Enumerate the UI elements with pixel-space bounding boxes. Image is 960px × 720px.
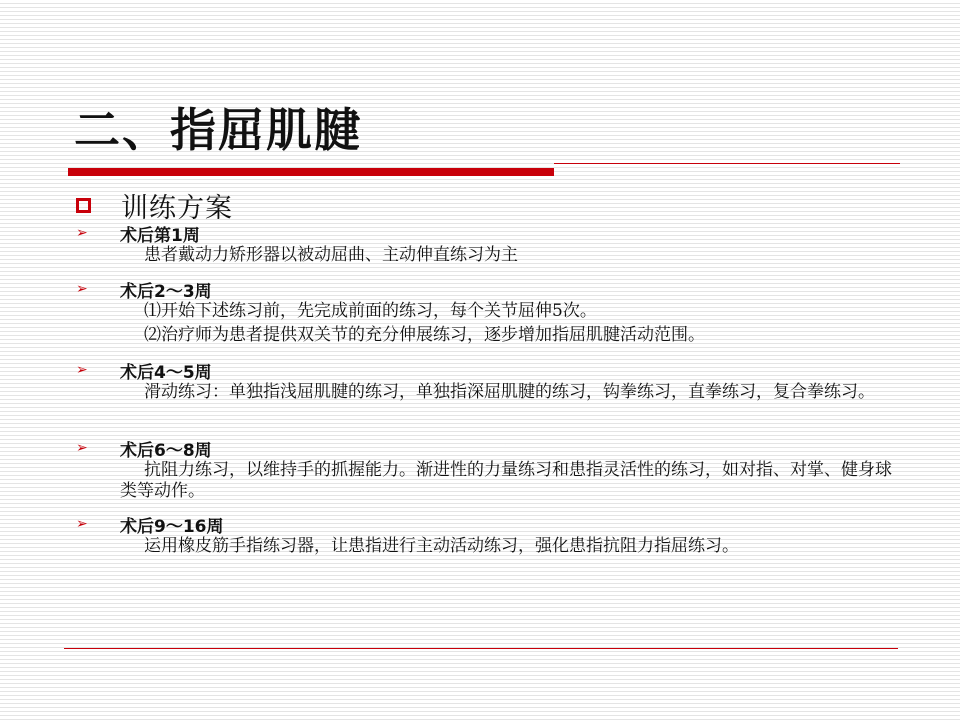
stage-text: ⑵治疗师为患者提供双关节的充分伸展练习，逐步增加指屈肌腱活动范围。 xyxy=(144,325,705,345)
stage-week-2-3 xyxy=(76,277,900,346)
arrow-bullet-icon: ➢ xyxy=(76,362,88,378)
stage-week-6-8 xyxy=(76,436,900,502)
stage-label: 术后4～5周 xyxy=(120,362,212,383)
arrow-bullet-icon: ➢ xyxy=(76,516,88,532)
stage-week-4-5 xyxy=(76,358,900,403)
stage-text: 抗阻力练习，以维持手的抓握能力。渐进性的力量练习和患指灵活性的练习，如对指、对掌、健身球类等动作。 xyxy=(120,460,892,501)
arrow-bullet-icon: ➢ xyxy=(76,225,88,241)
title-underline-thick xyxy=(68,168,554,176)
section-heading xyxy=(74,186,233,225)
stage-week-1 xyxy=(76,221,900,266)
stage-text: 患者戴动力矫形器以被动屈曲、主动伸直练习为主 xyxy=(144,245,518,265)
arrow-bullet-icon: ➢ xyxy=(76,281,88,297)
stage-text: 运用橡皮筋手指练习器，让患指进行主动活动练习，强化患指抗阻力指屈练习。 xyxy=(144,536,739,556)
square-bullet-icon xyxy=(76,198,91,213)
section-title: 训练方案 xyxy=(121,193,233,224)
slide-title: 二、指屈肌腱 xyxy=(74,103,362,157)
stage-label: 术后第1周 xyxy=(120,225,200,246)
arrow-bullet-icon: ➢ xyxy=(76,440,88,456)
stage-text: 滑动练习：单独指浅屈肌腱的练习，单独指深屈肌腱的练习，钩拳练习，直拳练习，复合拳练习。 xyxy=(144,382,875,402)
stage-label: 术后9～16周 xyxy=(120,516,224,537)
title-underline-thin xyxy=(554,163,900,164)
stage-label: 术后2～3周 xyxy=(120,281,212,302)
stage-text: ⑴开始下述练习前，先完成前面的练习，每个关节屈伸5次。 xyxy=(144,301,597,321)
footer-rule xyxy=(64,648,898,649)
stage-label: 术后6～8周 xyxy=(120,440,212,461)
stage-week-9-16 xyxy=(76,512,900,557)
